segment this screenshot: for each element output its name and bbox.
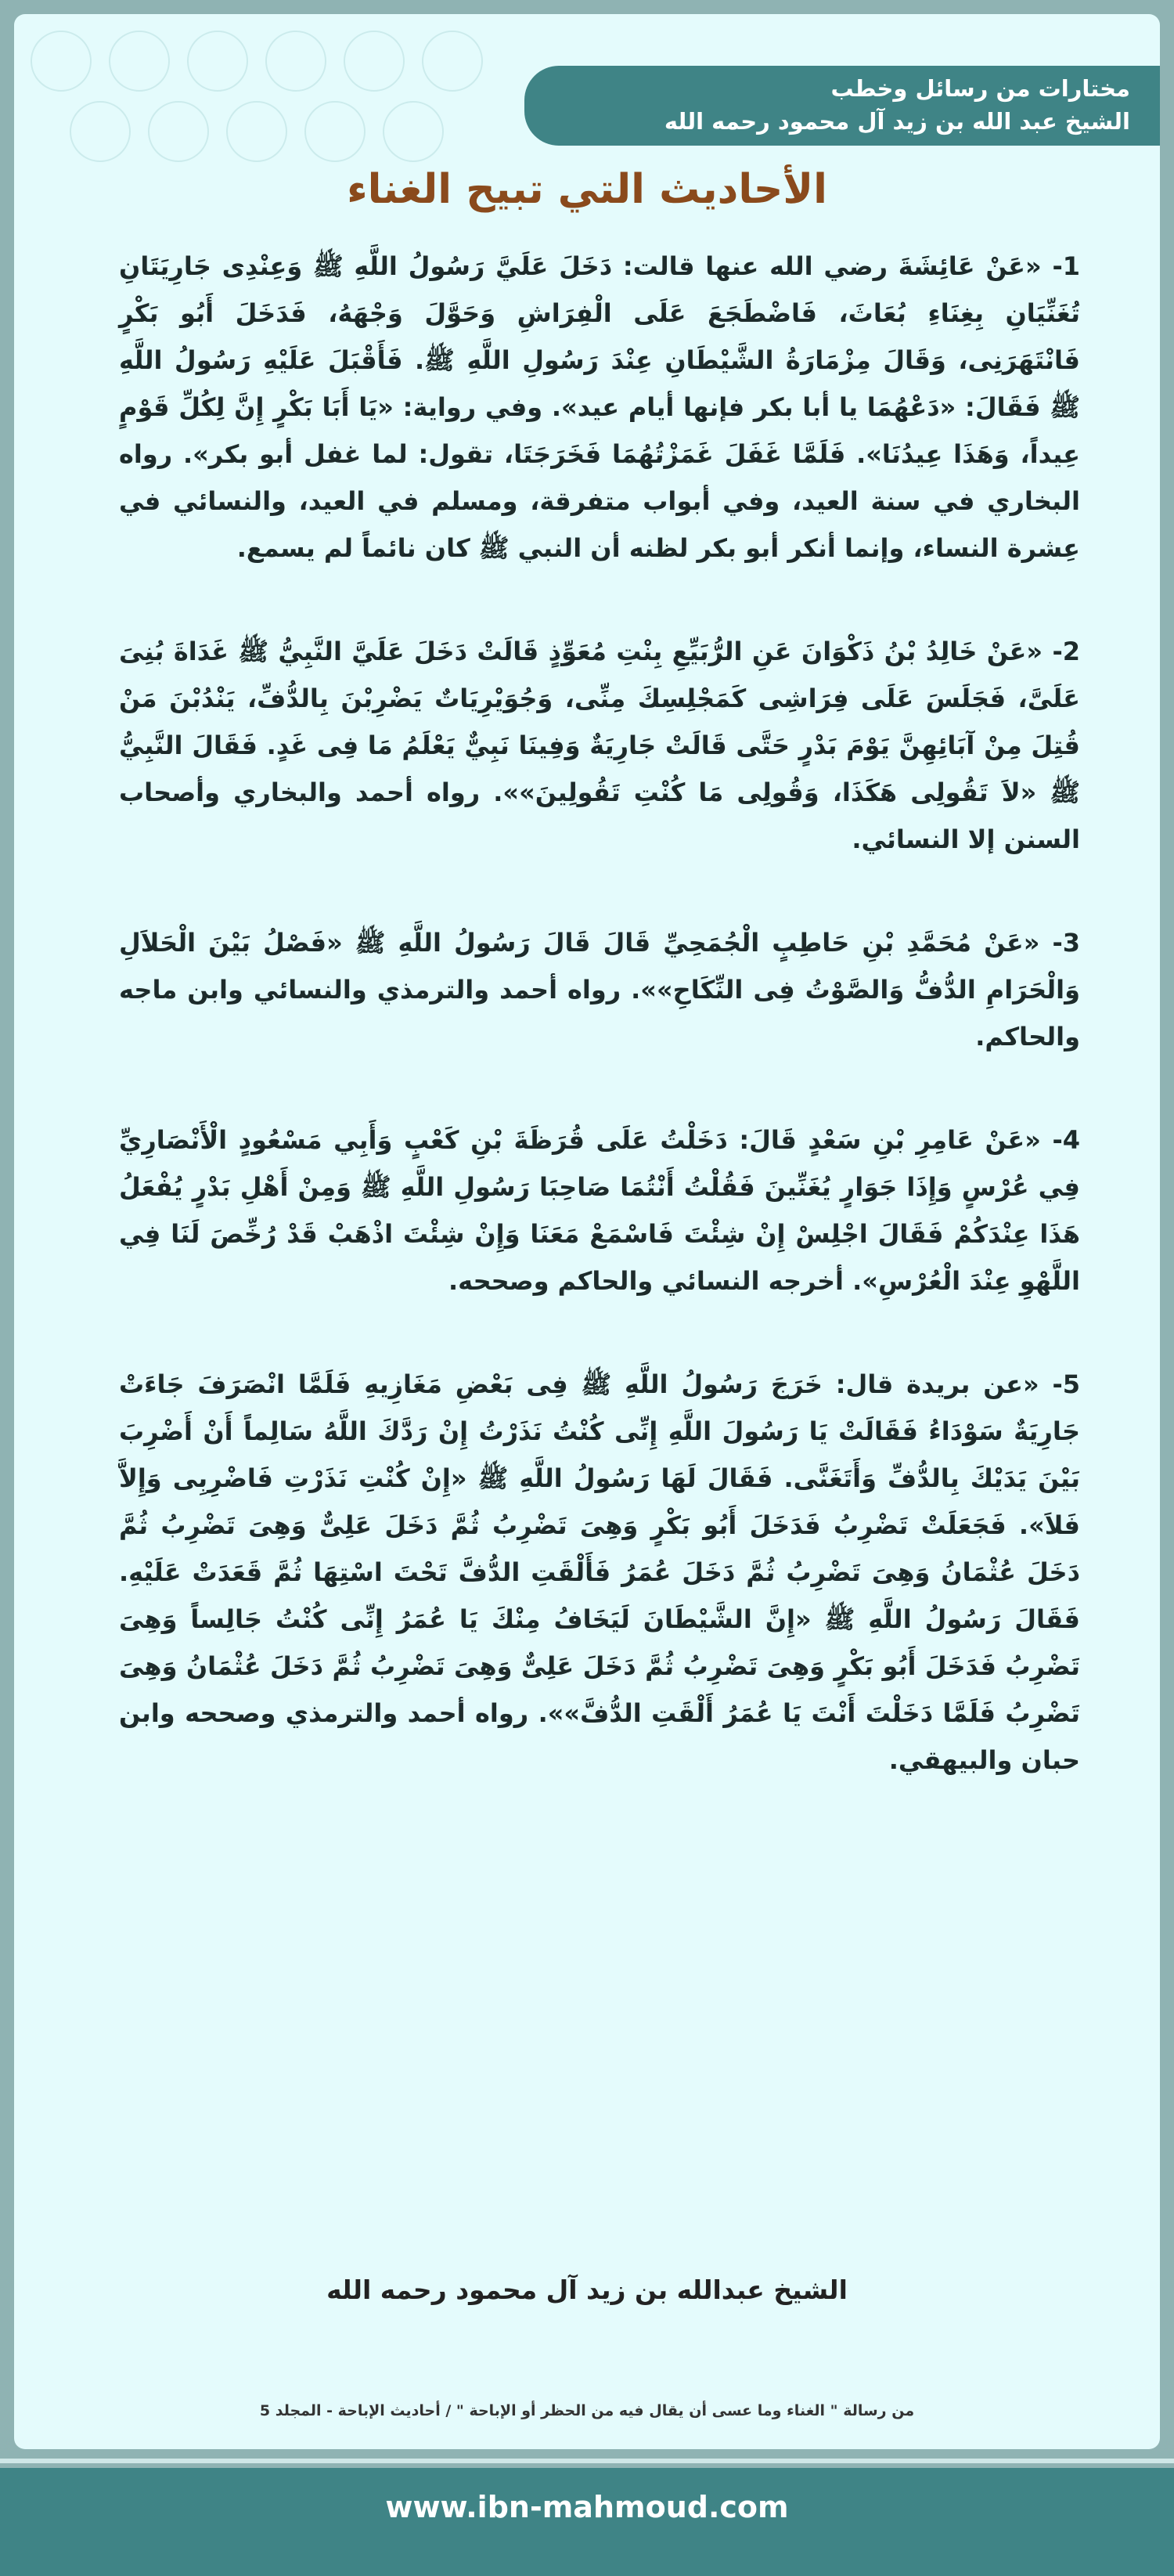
footer-divider [0, 2459, 1174, 2463]
footer-website-link[interactable]: www.ibn-mahmoud.com [385, 2490, 789, 2524]
hadith-paragraph-5: 5- «عن بريدة قال: خَرَجَ رَسُولُ اللَّهِ ﷺ فِى بَعْضِ مَغَازِيهِ فَلَمَّا انْصَرَفَ جَاءَتْ جَارِيَةٌ سَوْدَاءُ فَقَالَتْ يَا رَسُولَ اللَّهِ إِنِّى كُنْتُ نَذَرْتُ إِنْ رَدَّكَ اللَّهُ سَالِماً أَنْ أَضْرِبَ بَيْنَ يَدَيْكَ بِالدُّفِّ وَأَتَغَنَّى. فَقَالَ لَهَا رَسُولُ اللَّهِ ﷺ «إِنْ كُنْتِ نَذَرْتِ فَاضْرِبِى وَإِلاَّ فَلاَ». فَجَعَلَتْ تَضْرِبُ فَدَخَلَ أَبُو بَكْرٍ وَهِىَ تَضْرِبُ ثُمَّ دَخَلَ عَلِىٌّ وَهِىَ تَضْرِبُ ثُمَّ دَخَلَ عُثْمَانُ وَهِىَ تَضْرِبُ ثُمَّ دَخَلَ عُمَرُ فَأَلْقَتِ الدُّفَّ تَحْتَ اسْتِهَا ثُمَّ قَعَدَتْ عَلَيْهِ. فَقَالَ رَسُولُ اللَّهِ ﷺ «إِنَّ الشَّيْطَانَ لَيَخَافُ مِنْكَ يَا عُمَرُ إِنِّى كُنْتُ جَالِساً وَهِىَ تَضْرِبُ فَدَخَلَ أَبُو بَكْرٍ وَهِىَ تَضْرِبُ ثُمَّ دَخَلَ عَلِىٌّ وَهِىَ تَضْرِبُ ثُمَّ دَخَلَ عُثْمَانُ وَهِىَ تَضْرِبُ فَلَمَّا دَخَلْتَ أَنْتَ يَا عُمَرُ أَلْقَتِ الدُّفَّ»». رواه أحمد والترمذي وصححه وابن حبان والبيهقي. [119, 1369, 1080, 1775]
hadith-paragraph-4: 4- «عَنْ عَامِرِ بْنِ سَعْدٍ قَالَ: دَخَلْتُ عَلَى قُرَظَةَ بْنِ كَعْبٍ وَأَبِي مَسْعُودٍ الْأَنْصَارِيِّ فِي عُرْسٍ وَإِذَا جَوَارٍ يُغَنِّينَ فَقُلْتُ أَنْتُمَا صَاحِبَا رَسُولِ اللَّهِ ﷺ وَمِنْ أَهْلِ بَدْرٍ يُفْعَلُ هَذَا عِنْدَكُمْ فَقَالَ اجْلِسْ إِنْ شِئْتَ فَاسْمَعْ مَعَنَا وَإِنْ شِئْتَ اذْهَبْ قَدْ رُخِّصَ لَنَا فِي اللَّهْوِ عِنْدَ الْعُرْسِ». أخرجه النسائي والحاكم وصححه. [119, 1125, 1080, 1296]
hadith-paragraph-2: 2- «عَنْ خَالِدُ بْنُ ذَكْوَانَ عَنِ الرُّبَيِّعِ بِنْتِ مُعَوِّذٍ قَالَتْ دَخَلَ عَلَيَّ النَّبِيُّ ﷺ غَدَاةَ بُنِىَ عَلَىَّ، فَجَلَسَ عَلَى فِرَاشِى كَمَجْلِسِكَ مِنِّى، وَجُوَيْرِيَاتٌ يَضْرِبْنَ بِالدُّفِّ، يَنْدُبْنَ مَنْ قُتِلَ مِنْ آبَائِهِنَّ يَوْمَ بَدْرٍ حَتَّى قَالَتْ جَارِيَةٌ وَفِينَا نَبِيٌّ يَعْلَمُ مَا فِى غَدٍ. فَقَالَ النَّبِيُّ ﷺ «لاَ تَقُولِى هَكَذَا، وَقُولِى مَا كُنْتِ تَقُولِينَ»». رواه أحمد والبخاري وأصحاب السنن إلا النسائي. [119, 637, 1080, 854]
header-banner [524, 66, 1160, 146]
header-line-1: مختارات من رسائل وخطب [830, 75, 1130, 102]
hadith-paragraph-3: 3- «عَنْ مُحَمَّدِ بْنِ حَاطِبٍ الْجُمَحِيِّ قَالَ قَالَ رَسُولُ اللَّهِ ﷺ «فَصْلُ بَيْنَ الْحَلاَلِ وَالْحَرَامِ الدُّفُّ وَالصَّوْتُ فِى النِّكَاحِ»». رواه أحمد والترمذي والنسائي وابن ماجه والحاكم. [119, 928, 1080, 1052]
author-signature: الشيخ عبدالله بن زيد آل محمود رحمه الله [326, 2275, 848, 2305]
header-line-2: الشيخ عبد الله بن زيد آل محمود رحمه الله [664, 108, 1130, 135]
page-title: الأحاديث التي تبيح الغناء [347, 166, 827, 213]
hadith-paragraph-1: 1- «عَنْ عَائِشَةَ رضي الله عنها قالت: دَخَلَ عَلَيَّ رَسُولُ اللَّهِ ﷺ وَعِنْدِى جَارِيَتَانِ تُغَنِّيَانِ بِغِنَاءِ بُعَاثَ، فَاضْطَجَعَ عَلَى الْفِرَاشِ وَحَوَّلَ وَجْهَهُ، فَدَخَلَ أَبُو بَكْرٍ فَانْتَهَرَنِى، وَقَالَ مِزْمَارَةُ الشَّيْطَانِ عِنْدَ رَسُولِ اللَّهِ ﷺ. فَأَقْبَلَ عَلَيْهِ رَسُولُ اللَّهِ ﷺ فَقَالَ: «دَعْهُمَا يا أبا بكر فإنها أيام عيد». وفي رواية: «يَا أَبَا بَكْرٍ إِنَّ لِكُلِّ قَوْمٍ عِيداً، وَهَذَا عِيدُنَا». فَلَمَّا غَفَلَ غَمَزْتُهُمَا فَخَرَجَتَا، تقول: لما غفل أبو بكر». رواه البخاري في سنة العيد، وفي أبواب متفرقة، ومسلم في العيد، والنسائي في عِشرة النساء، وإنما أنكر أبو بكر لظنه أن النبي ﷺ كان نائماً لم يسمع. [119, 251, 1080, 563]
decorative-pattern [14, 14, 484, 171]
source-citation: من رسالة " الغناء وما عسى أن يقال فيه من الحظر أو الإباحة " / أحاديث الإباحة - المجلد 5 [259, 2402, 915, 2419]
article-body [119, 243, 1080, 1840]
